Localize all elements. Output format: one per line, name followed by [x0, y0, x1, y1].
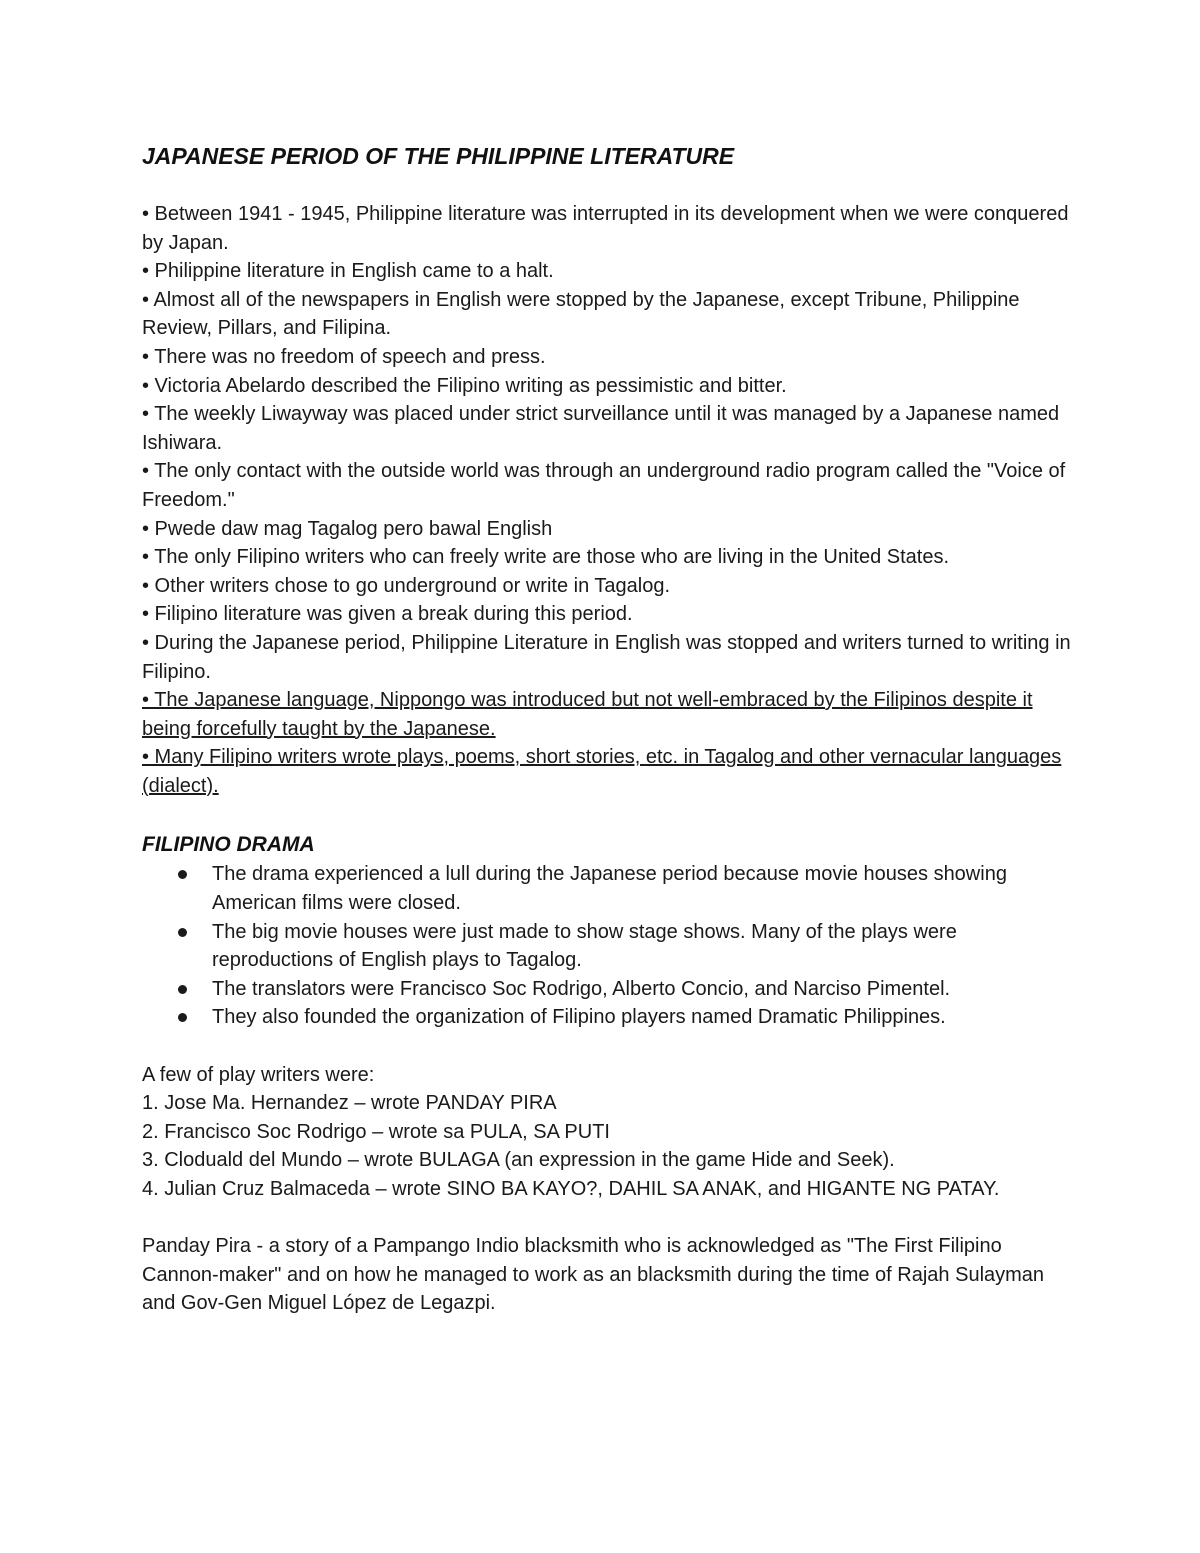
- bullet-item: • The weekly Liwayway was placed under strict surveillance until it was managed by a Japanese named Ishiwara.: [142, 403, 1060, 454]
- playwrights-section: [142, 1061, 1072, 1204]
- drama-item-text: The drama experienced a lull during the Japanese period because movie houses showing American films were closed.: [212, 863, 1007, 915]
- drama-heading: FILIPINO DRAMA: [142, 833, 315, 857]
- bullet-item: • Philippine literature in English came to a halt.: [142, 260, 554, 283]
- drama-list: [142, 860, 1072, 1032]
- underlined-bullet-item: • Many Filipino writers wrote plays, poems, short stories, etc. in Tagalog and other vernacular languages (dialect).: [142, 746, 1062, 797]
- drama-item-text: The big movie houses were just made to show stage shows. Many of the plays were reproductions of English plays to Tagalog.: [212, 920, 957, 972]
- bullet-item: • Victoria Abelardo described the Filipino writing as pessimistic and bitter.: [142, 374, 787, 397]
- drama-item-text: The translators were Francisco Soc Rodrigo, Alberto Concio, and Narciso Pimentel.: [212, 977, 951, 1000]
- drama-list-item: [212, 1003, 1072, 1032]
- bullet-item: • Almost all of the newspapers in English were stopped by the Japanese, except Tribune, Philippine Review, Pillars, and Filipina.: [142, 288, 1020, 340]
- spacer: [142, 1204, 1072, 1233]
- bullet-item: • The only Filipino writers who can freely write are those who are living in the United States.: [142, 546, 950, 569]
- bullet-dot-icon: [178, 1013, 187, 1022]
- bullet-dot-icon: [178, 870, 187, 879]
- bullet-item: • Other writers chose to go underground or write in Tagalog.: [142, 574, 671, 597]
- bullet-item: • There was no freedom of speech and press.: [142, 345, 546, 368]
- playwright-item: 1. Jose Ma. Hernandez – wrote PANDAY PIRA: [142, 1092, 557, 1115]
- spacer: [142, 1032, 1072, 1061]
- bullet-item: • Filipino literature was given a break during this period.: [142, 603, 633, 626]
- bullet-item: • The only contact with the outside world was through an underground radio program called the "Voice of Freedom.": [142, 460, 1066, 511]
- bullet-dot-icon: [178, 985, 187, 994]
- drama-list-item: [212, 918, 1072, 975]
- bullet-item: • During the Japanese period, Philippine Literature in English was stopped and writers turned to writing in Filipino.: [142, 631, 1071, 683]
- document-page: [142, 140, 1072, 1318]
- playwright-item: 3. Cloduald del Mundo – wrote BULAGA (an expression in the game Hide and Seek).: [142, 1149, 895, 1172]
- drama-list-item: [212, 975, 1072, 1004]
- underlined-bullet-item: • The Japanese language, Nippongo was introduced but not well-embraced by the Filipinos despite it being forcefully taught by the Japanese.: [142, 689, 1033, 740]
- playwrights-intro: A few of play writers were:: [142, 1063, 375, 1086]
- document-title: JAPANESE PERIOD OF THE PHILIPPINE LITERATURE: [142, 143, 735, 169]
- bullet-dot-icon: [178, 928, 187, 937]
- drama-list-item: [212, 860, 1072, 917]
- playwright-item: 2. Francisco Soc Rodrigo – wrote sa PULA, SA PUTI: [142, 1120, 610, 1143]
- bullet-item: • Between 1941 - 1945, Philippine literature was interrupted in its development when we were conquered by Japan.: [142, 203, 1069, 254]
- closing-paragraph: Panday Pira - a story of a Pampango Indio blacksmith who is acknowledged as "The First Filipino Cannon-maker" and on how he managed to work as an blacksmith during the time of Rajah Sulayman and Gov-Gen Miguel López de Legazpi.: [142, 1235, 1045, 1315]
- playwright-item: 4. Julian Cruz Balmaceda – wrote SINO BA KAYO?, DAHIL SA ANAK, and HIGANTE NG PATAY.: [142, 1178, 1000, 1200]
- drama-item-text: They also founded the organization of Filipino players named Dramatic Philippines.: [212, 1006, 946, 1029]
- bullet-list: [142, 200, 1072, 800]
- bullet-item: • Pwede daw mag Tagalog pero bawal English: [142, 517, 553, 540]
